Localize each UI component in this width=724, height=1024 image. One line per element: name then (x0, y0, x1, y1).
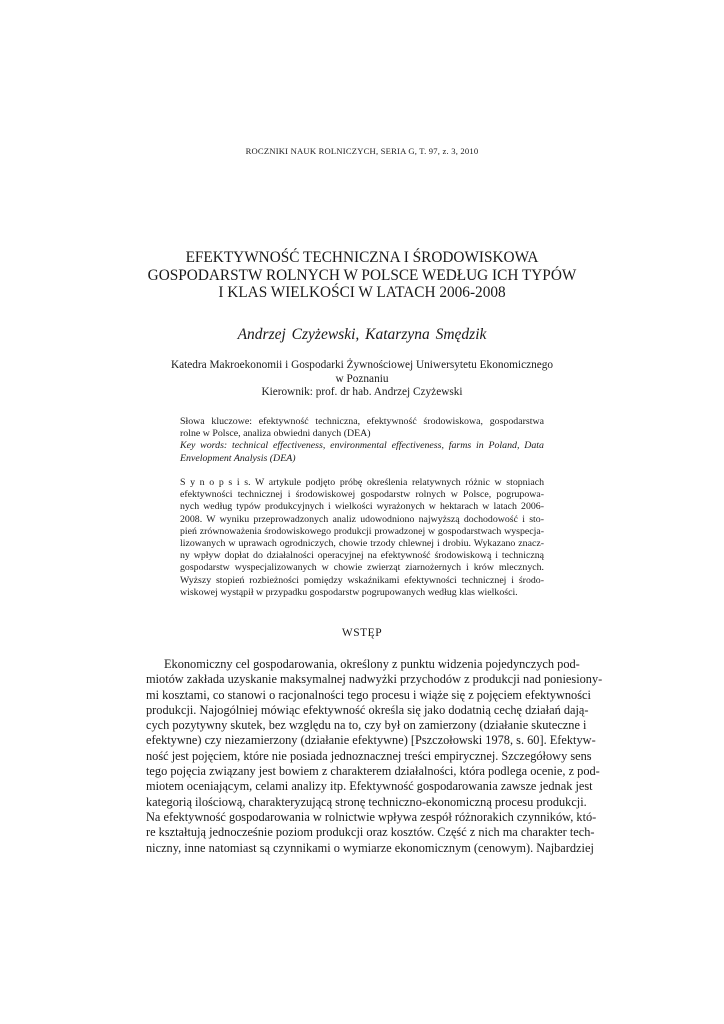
body-line: Na efektywność gospodarowania w rolnictwie wpływa zespół różnorakich czynników, któ- (146, 809, 597, 824)
synopsis-line: efektywności technicznej i środowiskowej gospodarstw rolnych w Polsce, pogrupowa- (180, 489, 544, 501)
body-line: re kształtują jednocześnie poziom produkcji oraz kosztów. Część z nich ma charakter tech- (146, 825, 595, 840)
title-line: I KLAS WIELKOŚCI W LATACH 2006-2008 (218, 284, 506, 301)
body-line: cych pozytywny skutek, bez względu na to, czy był on zamierzony (działanie skuteczne i (146, 718, 587, 733)
synopsis-line: nych według typów produkcyjnych i wielkości wyrażonych w hektarach w latach 2006- (180, 501, 544, 513)
synopsis-line: Wyższy stopień rozbieżności pomiędzy wskaźnikami efektywności technicznej i środo- (180, 574, 544, 586)
running-head: ROCZNIKI NAUK ROLNICZYCH, SERIA G, T. 97, z. 3, 2010 (245, 146, 479, 156)
keywords-line: Envelopment Analysis (DEA) (180, 452, 296, 464)
body-line: produkcji. Najogólniej mówiąc efektywność określa się jako dodatnią cechę działań dają- (146, 702, 589, 717)
synopsis-line: wiskowej wystąpił w przypadku gospodarstw pogrupowanych według klas wielkości. (180, 586, 518, 598)
body-line: kategorią ilościową, charakteryzującą stronę techniczno-ekonomiczną procesu produkcji. (146, 794, 587, 809)
keywords-line: rolne w Polsce, analiza obwiedni danych (DEA) (180, 428, 371, 440)
body-line: ność jest pojęciem, które nie posiada jednoznacznej treści empirycznej. Szczegółowy sens (146, 748, 592, 763)
body-line: efektywne) czy niezamierzony (działanie efektywne) [Pszczołowski 1978, s. 60]. Efektyw- (146, 733, 596, 748)
keywords-polish (180, 416, 544, 440)
keywords-line: Key words: technical effectiveness, environmental effectiveness, farms in Poland, Data (180, 440, 544, 452)
synopsis-line: pień zrównoważenia środowiskowego produkcji prowadzonej w gospodarstwach wyspecja- (180, 525, 544, 537)
affiliation-line: Katedra Makroekonomii i Gospodarki Żywnościowej Uniwersytetu Ekonomicznego (170, 359, 554, 371)
title-line: EFEKTYWNOŚĆ TECHNICZNA I ŚRODOWISKOWA (185, 249, 539, 266)
synopsis-line: lizowanych w uprawach ogrodniczych, chowie trzody chlewnej i drobiu. Wykazano znacz- (180, 538, 544, 550)
synopsis-line: ny wpływ dopłat do działalności operacyjnej na efektywność środowiskową i techniczną (180, 550, 544, 562)
body-text (146, 657, 603, 856)
authors: Andrzej Czyżewski, Katarzyna Smędzik (237, 326, 487, 343)
body-line: mi kosztami, co stanowi o racjonalności tego procesu i wiąże się z pojęciem efektywności (146, 687, 591, 702)
synopsis (180, 477, 544, 599)
article-title (110, 249, 614, 302)
affiliation (150, 359, 574, 400)
affiliation-line: Kierownik: prof. dr hab. Andrzej Czyżewski (261, 386, 463, 398)
body-line: miotów zakłada uzyskanie maksymalnej nadwyżki przychodów z produkcji nad poniesiony- (146, 672, 603, 687)
body-line: miotem oceniającym, celami analizy itp. Efektywność gospodarowania zawsze jednak jest (146, 779, 593, 794)
keywords-block (180, 416, 544, 465)
section-heading: WSTĘP (341, 627, 383, 639)
synopsis-line: gospodarstw wyspecjalizowanych w chowie zwierząt ziarnożernych i krów mlecznych. (180, 562, 544, 574)
keywords-english (180, 440, 544, 464)
affiliation-line: w Poznaniu (335, 372, 389, 385)
body-line: tego pojęcia związany jest bowiem z charakterem działalności, która podlega ocenie, z pod- (146, 764, 600, 779)
body-line: niczny, inne natomiast są czynnikami o wymiarze ekonomicznym (cenowym). Najbardziej (146, 840, 594, 855)
body-line: Ekonomiczny cel gospodarowania, określony z punktu widzenia pojedynczych pod- (164, 657, 580, 671)
title-line: GOSPODARSTW ROLNYCH W POLSCE WEDŁUG ICH TYPÓW (147, 266, 577, 284)
synopsis-line: S y n o p s i s. W artykule podjęto próbę określenia relatywnych różnic w stopniach (180, 477, 544, 488)
synopsis-line: 2008. W wyniku przeprowadzonych analiz udowodniono najwyższą dochodowość i sto- (180, 513, 544, 525)
keywords-line: Słowa kluczowe: efektywność techniczna, efektywność środowiskowa, gospodarstwa (180, 416, 544, 427)
